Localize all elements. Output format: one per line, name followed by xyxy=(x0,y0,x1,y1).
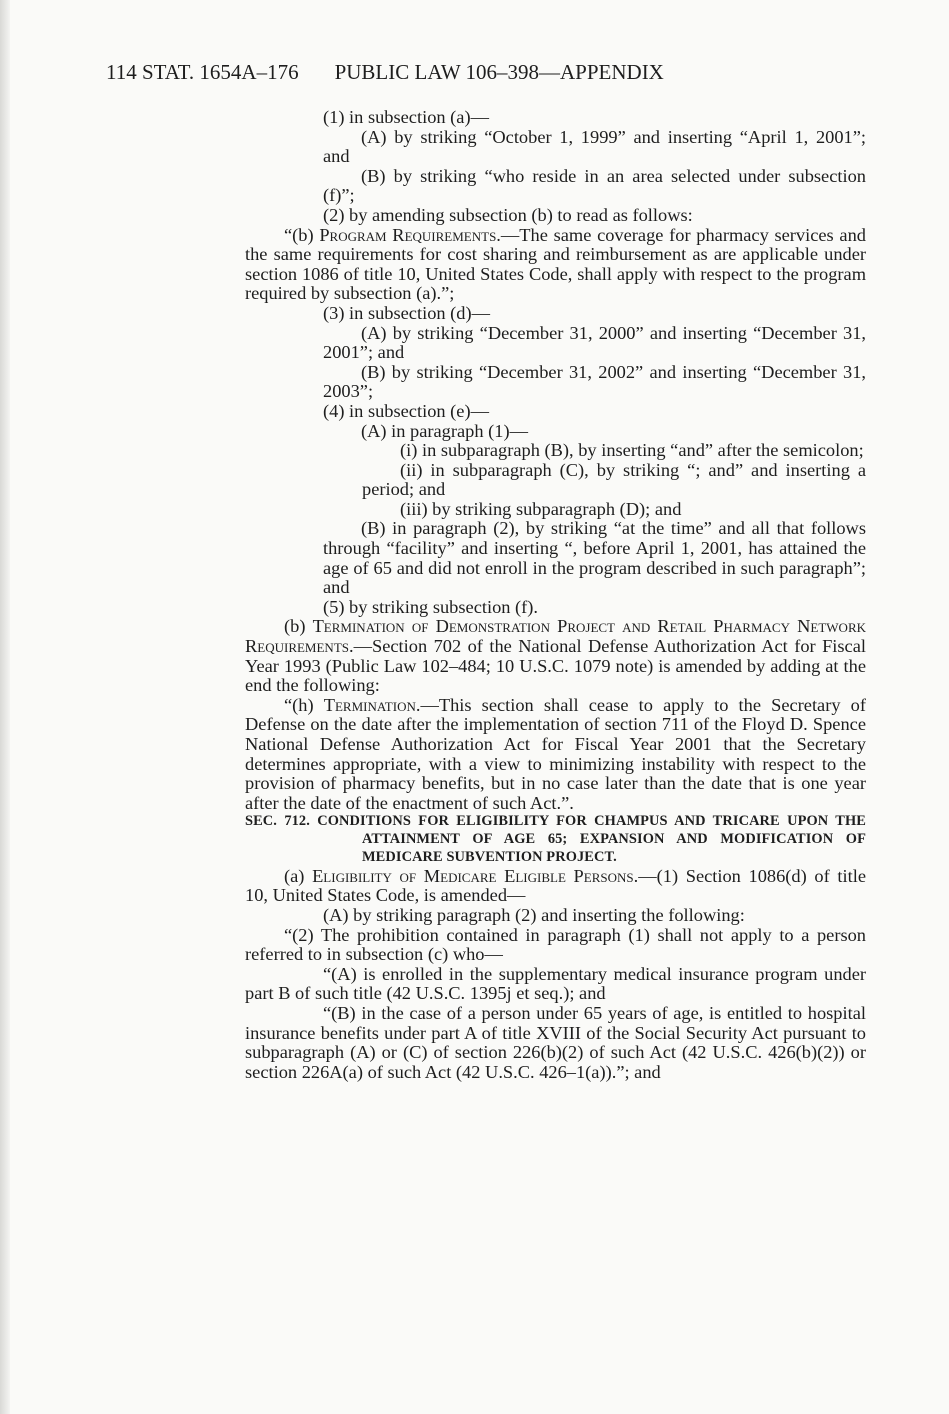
paragraph-4a-i: (i) in subparagraph (B), by inserting “and” after the semicolon; xyxy=(400,440,864,461)
page-header xyxy=(106,60,664,85)
heading-termination: Termination. xyxy=(323,694,421,715)
paragraph-4a: (A) in paragraph (1)— xyxy=(361,420,528,441)
paragraph-1-subsection-a: (1) in subsection (a)— xyxy=(323,107,489,127)
paragraph-1b: (B) by striking “who reside in an area selected under subsection (f)”; xyxy=(323,165,866,206)
quoted-subsection-h: “(h) Termination.—This section shall cease to apply to the Secretary of Defense on the date after the implementation of section 711 of the Floyd D. Spence National Defense Authorization Act for Fiscal Year 2001 that the Secretary determines appropriate, with a view to minimizing instability with respect to the provision of pharmacy benefits, but in no case later than the date that is one year after the date of the enactment of such Act.”. xyxy=(245,694,866,813)
paragraph-4a-iii: (iii) by striking subparagraph (D); and xyxy=(400,498,682,519)
paragraph-3a: (A) by striking “December 31, 2000” and inserting “December 31, 2001”; and xyxy=(323,322,866,363)
quoted-paragraph-2a: “(A) is enrolled in the supplementary medical insurance program under part B of such title (42 U.S.C. 1395j et seq.); and xyxy=(245,963,866,1004)
paragraph-4a-ii: (ii) in subparagraph (C), by striking “; and” and inserting a period; and xyxy=(362,459,866,500)
page-edge-shadow xyxy=(0,0,10,1414)
document-body xyxy=(245,108,866,1082)
quoted-subsection-b: “(b) Program Requirements.—The same coverage for pharmacy services and the same requirements for cost sharing and reimbursement as are applicable under section 1086 of title 10, United States Code, shall apply with respect to the program required by subsection (a).”; xyxy=(245,224,866,304)
paragraph-4b: (B) in paragraph (2), by striking “at the time” and all that follows through “facility” and inserting “, before April 1, 2001, has attained the age of 65 and did not enroll in the program described in such paragraph”; and xyxy=(323,518,866,598)
paragraph-2-amending-b: (2) by amending subsection (b) to read as follows: xyxy=(323,204,693,225)
statute-citation: 114 STAT. 1654A–176 xyxy=(106,60,299,84)
subsection-b-termination: (b) Termination of Demonstration Project and Retail Pharmacy Network Requirements.—Section 702 of the National Defense Authorization Act for Fiscal Year 1993 (Public Law 102–484; 10 U.S.C. 1079 note) is amended by adding at the end the following: xyxy=(245,616,866,696)
subsection-a-eligibility: (a) Eligibility of Medicare Eligible Persons.—(1) Section 1086(d) of title 10, United States Code, is amended— xyxy=(245,865,866,906)
paragraph-3b: (B) by striking “December 31, 2002” and inserting “December 31, 2003”; xyxy=(323,361,866,402)
heading-program-requirements: Program Requirements. xyxy=(319,224,501,245)
public-law-title: PUBLIC LAW 106–398—APPENDIX xyxy=(334,60,664,84)
section-712-title: SEC. 712. CONDITIONS FOR ELIGIBILITY FOR CHAMPUS AND TRICARE UPON THE ATTAINMENT OF AGE 65; EXPANSION AND MODIFICATION OF MEDICARE SUBVENTION PROJECT. xyxy=(245,813,866,865)
eligibility-a: (A) by striking paragraph (2) and inserting the following: xyxy=(323,904,745,925)
paragraph-5: (5) by striking subsection (f). xyxy=(323,596,539,617)
quoted-paragraph-2b: “(B) in the case of a person under 65 years of age, is entitled to hospital insurance benefits under part A of title XVIII of the Social Security Act pursuant to subparagraph (A) or (C) of section 226(b)(2) of such Act (42 U.S.C. 426(b)(2)) or section 226A(a) of such Act (42 U.S.C. 426–1(a)).”; and xyxy=(245,1002,866,1082)
paragraph-1a: (A) by striking “October 1, 1999” and inserting “April 1, 2001”; and xyxy=(323,126,866,167)
heading-eligibility: Eligibility of Medicare Eligible Persons. xyxy=(312,865,639,886)
paragraph-4-subsection-e: (4) in subsection (e)— xyxy=(323,400,489,421)
quoted-paragraph-2: “(2) The prohibition contained in paragraph (1) shall not apply to a person referred to in subsection (c) who— xyxy=(245,924,866,965)
paragraph-3-subsection-d: (3) in subsection (d)— xyxy=(323,302,491,323)
heading-termination-demo: Termination of Demonstration Project and Retail Pharmacy Network Requirements. xyxy=(245,616,866,657)
